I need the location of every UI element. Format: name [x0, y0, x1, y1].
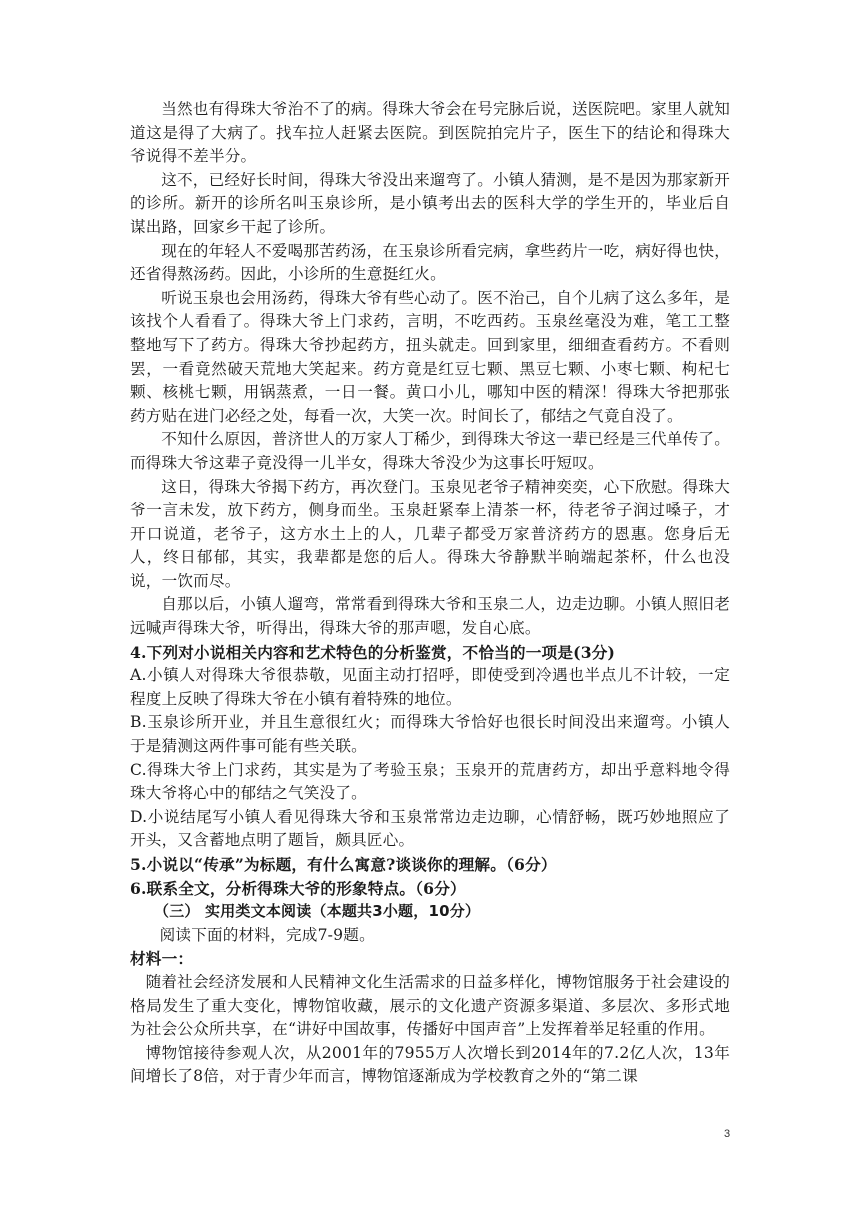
page-content	[130, 98, 730, 1089]
story-paragraph: 这不，已经好长时间，得珠大爷没出来遛弯了。小镇人猜测，是不是因为那家新开的诊所。新开的诊所名叫玉泉诊所，是小镇考出去的医科大学的学生开的，毕业后自谋出路，回家乡干起了诊所。	[130, 170, 730, 236]
section-lead: 阅读下面的材料，完成7-9题。	[159, 925, 375, 944]
question-4-option-b: B.玉泉诊所开业，并且生意很红火；而得珠大爷恰好也很长时间没出来遛弯。小镇人于是猜测这两件事可能有些关联。	[130, 713, 730, 756]
story-paragraph: 听说玉泉也会用汤药，得珠大爷有些心动了。医不治己，自个儿病了这么多年，是该找个人看看了。得珠大爷上门求药，言明，不吃西药。玉泉丝毫没为难，笔工工整整地写下了药方。得珠大爷抄起药方，扭头就走。回到家里，细细查看药方。不看则罢，一看竟然破天荒地大笑起来。药方竟是红豆七颗、黑豆七颗、小枣七颗、枸杞七颗、核桃七颗，用锅蒸煮，一日一餐。黄口小儿，哪知中医的精深！得珠大爷把那张药方贴在进门必经之处，每看一次，大笑一次。时间长了，郁结之气竟自没了。	[130, 288, 730, 425]
material-title: 材料一：	[130, 949, 194, 969]
page-number: 3	[724, 1128, 731, 1140]
story-paragraph: 自那以后，小镇人遛弯，常常看到得珠大爷和玉泉二人，边走边聊。小镇人照旧老远喊声得珠大爷，听得出，得珠大爷的那声嗯，发自心底。	[130, 595, 730, 638]
question-4-option-c: C.得珠大爷上门求药，其实是为了考验玉泉；玉泉开的荒唐药方，却出乎意料地令得珠大爷将心中的郁结之气笑没了。	[130, 760, 730, 803]
material-paragraph: 随着社会经济发展和人民精神文化生活需求的日益多样化，博物馆服务于社会建设的格局发生了重大变化，博物馆收藏，展示的文化遗产资源多渠道、多层次、多形式地为社会公众所共享，在“讲好中国故事，传播好中国声音”上发挥着举足轻重的作用。	[130, 972, 730, 1039]
question-6: 6.联系全文，分析得珠大爷的形象特点。（6分）	[130, 878, 466, 898]
question-4-stem: 4.下列对小说相关内容和艺术特色的分析鉴赏，不恰当的一项是(3分)	[130, 642, 616, 662]
material-paragraph: 博物馆接待参观人次，从2001年的7955万人次增长到2014年的7.2亿人次，13年间增长了8倍，对于青少年而言，博物馆逐渐成为学校教育之外的“第二课	[130, 1043, 730, 1086]
story-paragraph: 现在的年轻人不爱喝那苦药汤，在玉泉诊所看完病，拿些药片一吃，病好得也快，还省得熬汤药。因此，小诊所的生意挺红火。	[130, 241, 730, 284]
section-heading: （三） 实用类文本阅读（本题共3小题，10分）	[154, 902, 481, 921]
question-4-option-a: A.小镇人对得珠大爷很恭敬，见面主动打招呼，即使受到冷遇也半点儿不计较，一定程度上反映了得珠大爷在小镇有着特殊的地位。	[130, 666, 730, 708]
question-4-option-d: D.小说结尾写小镇人看见得珠大爷和玉泉常常边走边聊，心情舒畅，既巧妙地照应了开头，又含蓄地点明了题旨，颇具匠心。	[130, 807, 730, 850]
question-5: 5.小说以“传承”为标题，有什么寓意?谈谈你的理解。（6分）	[130, 855, 557, 874]
story-paragraph: 这日，得珠大爷揭下药方，再次登门。玉泉见老爷子精神奕奕，心下欣慰。得珠大爷一言未发，放下药方，侧身而坐。玉泉赶紧奉上清茶一杯，待老爷子润过嗓子，才开口说道，老爷子，这方水土上的人，几辈子都受万家普济药方的恩惠。您身后无人，终日郁郁，其实，我辈都是您的后人。得珠大爷静默半晌端起茶杯，什么也没说，一饮而尽。	[130, 477, 730, 590]
story-paragraph: 当然也有得珠大爷治不了的病。得珠大爷会在号完脉后说，送医院吧。家里人就知道这是得了大病了。找车拉人赶紧去医院。到医院拍完片子，医生下的结论和得珠大爷说得不差半分。	[130, 100, 730, 166]
story-paragraph: 不知什么原因，普济世人的万家人丁稀少，到得珠大爷这一辈已经是三代单传了。而得珠大爷这辈子竟没得一儿半女，得珠大爷没少为这事长吁短叹。	[130, 430, 730, 472]
